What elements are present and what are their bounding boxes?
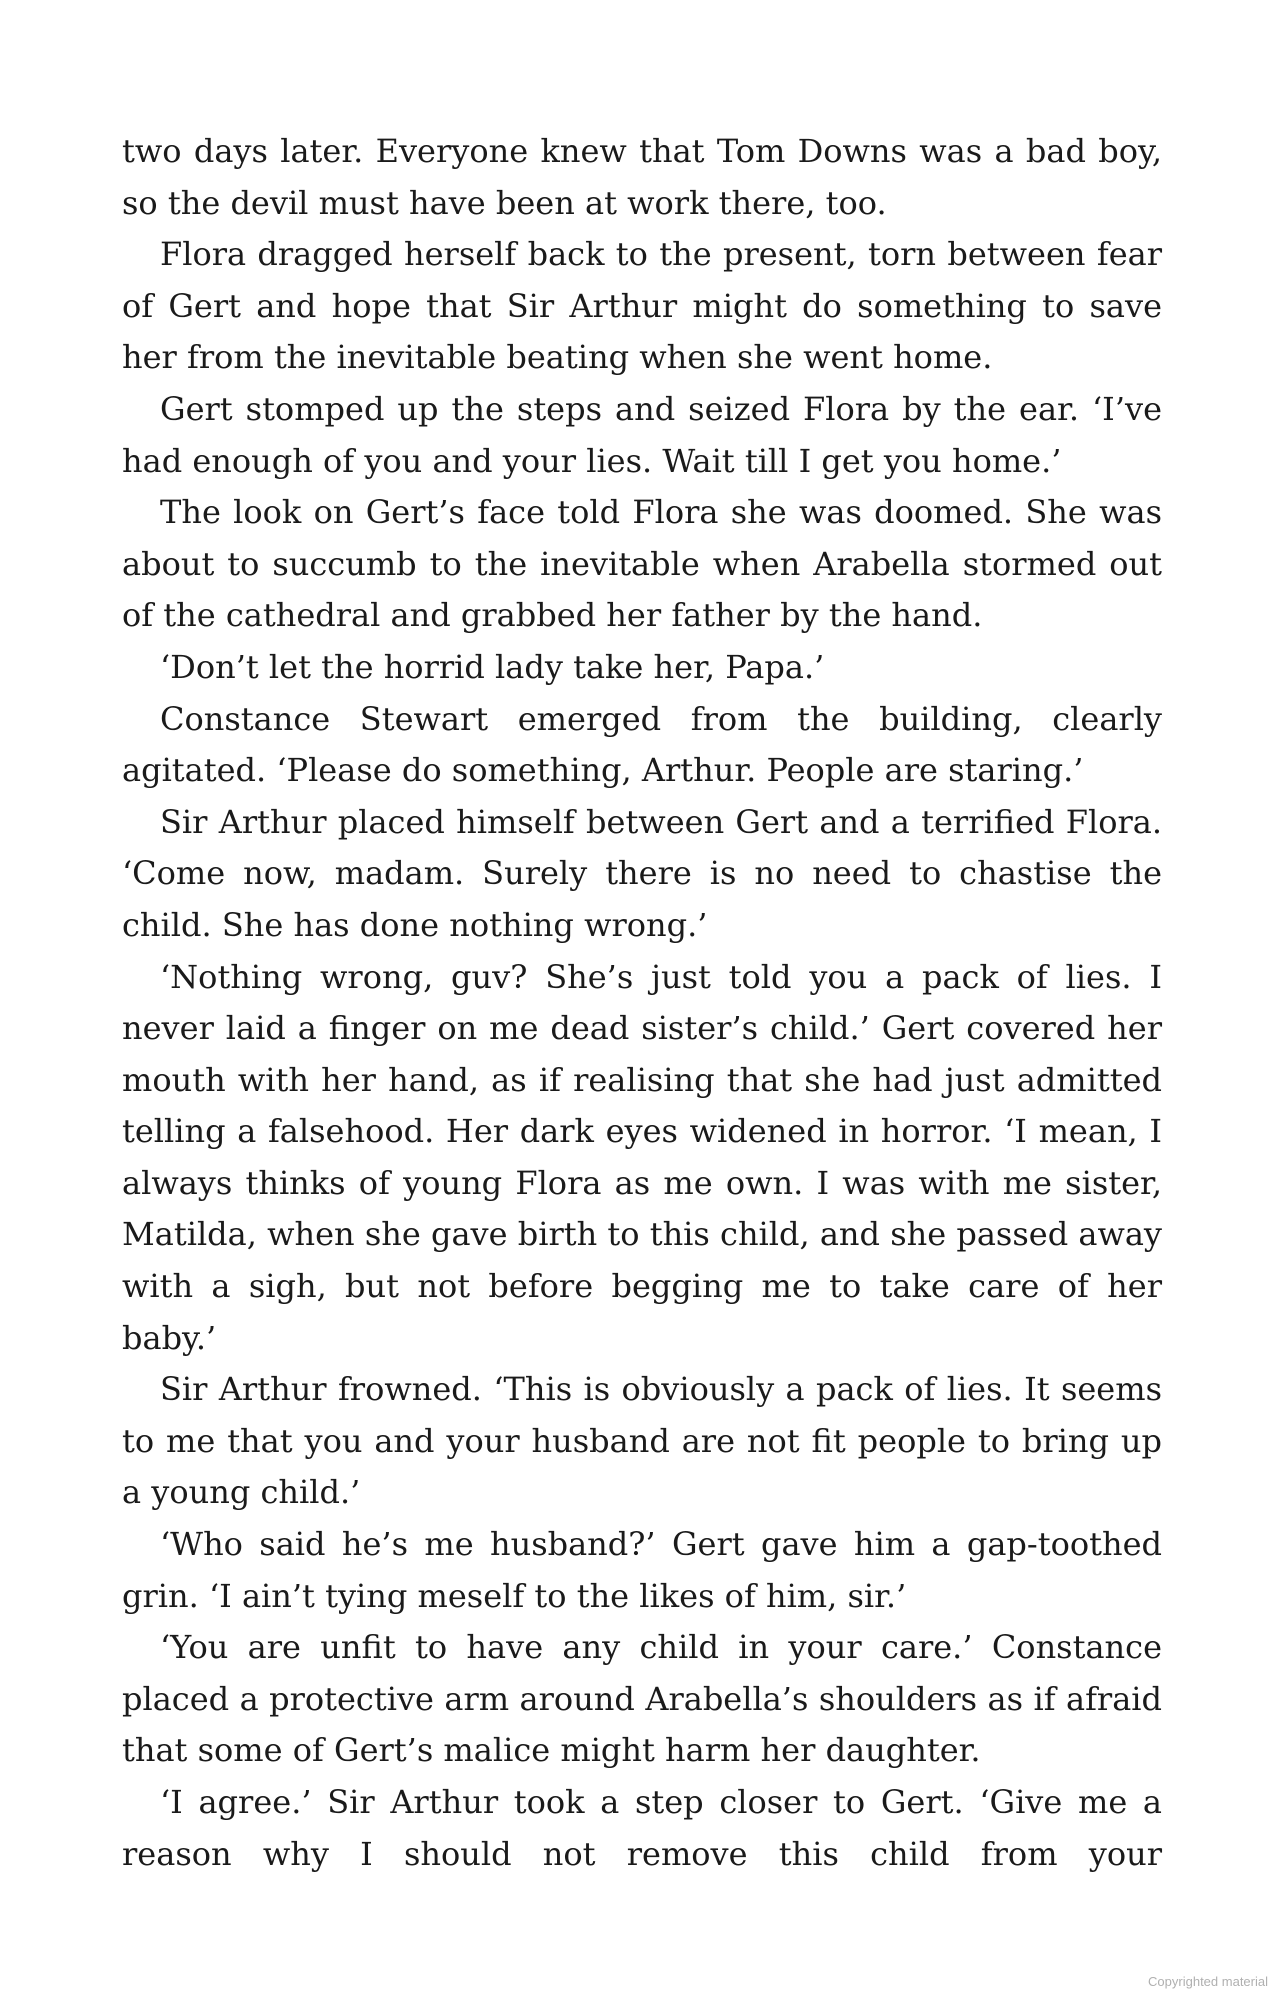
paragraph-2: Flora dragged herself back to the present, torn between fear of Gert and hope that Sir Arthur might do something to save her from the inevitable beating when she went home. bbox=[122, 235, 1162, 377]
paragraph-5: ‘Don’t let the horrid lady take her, Papa.’ bbox=[160, 647, 825, 686]
paragraph-10: ‘Who said he’s me husband?’ Gert gave him a gap-toothed grin. ‘I ain’t tying meself to the likes of him, sir.’ bbox=[122, 1525, 1162, 1615]
copyright-watermark: Copyrighted material bbox=[1148, 1974, 1268, 1989]
paragraph-3: Gert stomped up the steps and seized Flora by the ear. ‘I’ve had enough of you and your lies. Wait till I get you home.’ bbox=[122, 389, 1162, 480]
paragraph-8: ‘Nothing wrong, guv? She’s just told you a pack of lies. I never laid a finger on me dead sister’s child.’ Gert covered her mouth with her hand, as if realising that she had just admitted telling a falsehood. Her dark eyes widened in horror. ‘I mean, I always thinks of young Flora as me own. I was with me sister, Matilda, when she gave birth to this child, and she passed away with a sigh, but not before begging me to take care of her baby.’ bbox=[122, 957, 1162, 1357]
paragraph-7: Sir Arthur placed himself between Gert and a terrified Flora. ‘Come now, madam. Surely there is no need to chastise the child. She has done nothing wrong.’ bbox=[122, 802, 1162, 944]
paragraph-11: ‘You are unfit to have any child in your care.’ Constance placed a protective arm around Arabella’s shoulders as if afraid that some of Gert’s malice might harm her daughter. bbox=[122, 1628, 1162, 1770]
paragraph-6: Constance Stewart emerged from the building, clearly agitated. ‘Please do something, Arthur. People are staring.’ bbox=[122, 699, 1162, 790]
paragraph-1: two days later. Everyone knew that Tom Downs was a bad boy, so the devil must have been at work there, too. bbox=[122, 132, 1162, 222]
paragraph-4: The look on Gert’s face told Flora she was doomed. She was about to succumb to the inevitable when Arabella stormed out of the cathedral and grabbed her father by the hand. bbox=[122, 493, 1162, 635]
paragraph-9: Sir Arthur frowned. ‘This is obviously a pack of lies. It seems to me that you and your husband are not fit people to bring up a young child.’ bbox=[122, 1370, 1162, 1512]
page-body bbox=[122, 126, 1162, 1880]
paragraph-12: ‘I agree.’ Sir Arthur took a step closer to Gert. ‘Give me a reason why I should not remove this child from your bbox=[122, 1783, 1162, 1873]
